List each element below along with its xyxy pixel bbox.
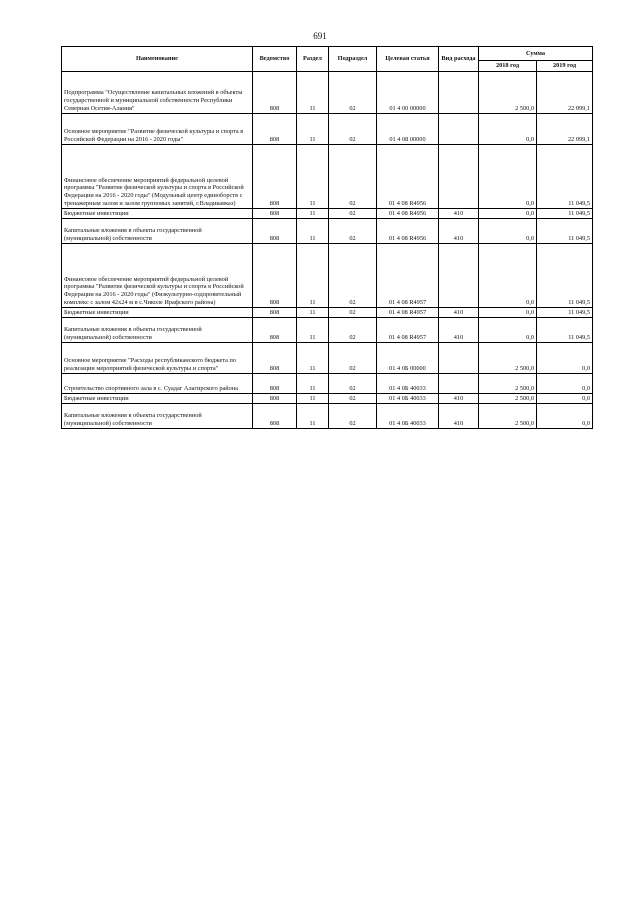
cell-target: 01 4 08 R4956 <box>377 209 439 219</box>
cell-exp-type: 410 <box>439 318 479 343</box>
cell-2018: 0,0 <box>479 145 537 209</box>
cell-subsection: 02 <box>329 343 377 374</box>
cell-section: 11 <box>297 308 329 318</box>
cell-section: 11 <box>297 343 329 374</box>
cell-dept: 808 <box>253 343 297 374</box>
budget-table <box>61 46 593 429</box>
cell-dept: 808 <box>253 374 297 394</box>
cell-name: Бюджетные инвестиции <box>62 308 253 318</box>
cell-target: 01 4 0Б 40033 <box>377 404 439 429</box>
cell-name: Капитальные вложения в объекты государственной (муниципальной) собственности <box>62 219 253 244</box>
cell-subsection: 02 <box>329 219 377 244</box>
cell-target: 01 4 08 R4957 <box>377 318 439 343</box>
table-row <box>62 72 593 114</box>
cell-subsection: 02 <box>329 244 377 308</box>
cell-target: 01 4 08 R4957 <box>377 308 439 318</box>
cell-2019: 22 099,1 <box>537 114 593 145</box>
cell-section: 11 <box>297 374 329 394</box>
cell-2018: 0,0 <box>479 308 537 318</box>
cell-dept: 808 <box>253 72 297 114</box>
table-row <box>62 374 593 394</box>
cell-subsection: 02 <box>329 308 377 318</box>
cell-target: 01 4 00 00000 <box>377 72 439 114</box>
cell-2019: 11 049,5 <box>537 145 593 209</box>
table-row <box>62 394 593 404</box>
table-row <box>62 318 593 343</box>
cell-2019: 11 049,5 <box>537 219 593 244</box>
cell-dept: 808 <box>253 114 297 145</box>
table-row <box>62 114 593 145</box>
cell-section: 11 <box>297 219 329 244</box>
cell-2018: 0,0 <box>479 209 537 219</box>
cell-subsection: 02 <box>329 318 377 343</box>
cell-subsection: 02 <box>329 209 377 219</box>
cell-target: 01 4 0Б 00000 <box>377 343 439 374</box>
cell-exp-type <box>439 114 479 145</box>
cell-section: 11 <box>297 404 329 429</box>
cell-exp-type: 410 <box>439 308 479 318</box>
col-sum-header: Сумма <box>479 47 593 61</box>
col-exp-type-header: Вид расхода <box>439 47 479 72</box>
cell-section: 11 <box>297 72 329 114</box>
table-row <box>62 404 593 429</box>
cell-2018: 2 500,0 <box>479 394 537 404</box>
cell-section: 11 <box>297 145 329 209</box>
cell-name: Подпрограмма "Осуществление капитальных вложений в объекты государственной и муниципальной собственности Республики Северная Осетия-Алания" <box>62 72 253 114</box>
cell-name: Основное мероприятие "Развитие физической культуры и спорта в Российской Федерации на 2016 - 2020 годы" <box>62 114 253 145</box>
col-2019-header: 2019 год <box>537 61 593 72</box>
col-target-header: Целевая статья <box>377 47 439 72</box>
col-subsection-header: Подраздел <box>329 47 377 72</box>
cell-target: 01 4 0Б 40033 <box>377 374 439 394</box>
header-row-1 <box>62 47 593 61</box>
col-section-header: Раздел <box>297 47 329 72</box>
cell-name: Финансовое обеспечение мероприятий федеральной целевой программы "Развитие физической культуры и спорта в Российской Федерации на 2016 - 2020 годы" (Физкультурно-оздоровительный комплекс с залом 42х24 м в с.Чиколе Ирафского района) <box>62 244 253 308</box>
cell-exp-type <box>439 72 479 114</box>
cell-section: 11 <box>297 318 329 343</box>
cell-dept: 808 <box>253 318 297 343</box>
col-2018-header: 2018 год <box>479 61 537 72</box>
cell-subsection: 02 <box>329 374 377 394</box>
cell-name: Капитальные вложения в объекты государственной (муниципальной) собственности <box>62 404 253 429</box>
cell-2018: 0,0 <box>479 219 537 244</box>
cell-name: Основное мероприятие "Расходы республиканского бюджета по реализации мероприятий физической культуры и спорта" <box>62 343 253 374</box>
cell-2018: 2 500,0 <box>479 404 537 429</box>
cell-target: 01 4 0Б 40033 <box>377 394 439 404</box>
table-row <box>62 209 593 219</box>
cell-2019: 11 049,5 <box>537 244 593 308</box>
table-row <box>62 343 593 374</box>
cell-subsection: 02 <box>329 404 377 429</box>
cell-dept: 808 <box>253 308 297 318</box>
cell-exp-type <box>439 343 479 374</box>
cell-section: 11 <box>297 209 329 219</box>
cell-exp-type <box>439 374 479 394</box>
cell-subsection: 02 <box>329 72 377 114</box>
cell-2019: 0,0 <box>537 394 593 404</box>
cell-section: 11 <box>297 114 329 145</box>
cell-name: Строительство спортивного зала в с. Суадаг Алагирского района <box>62 374 253 394</box>
cell-2018: 0,0 <box>479 244 537 308</box>
cell-2018: 0,0 <box>479 318 537 343</box>
cell-dept: 808 <box>253 244 297 308</box>
cell-dept: 808 <box>253 209 297 219</box>
cell-subsection: 02 <box>329 394 377 404</box>
cell-dept: 808 <box>253 404 297 429</box>
table-body <box>62 72 593 429</box>
cell-2019: 11 049,5 <box>537 308 593 318</box>
table-row <box>62 244 593 308</box>
cell-section: 11 <box>297 394 329 404</box>
cell-target: 01 4 08 00000 <box>377 114 439 145</box>
col-name-header: Наименование <box>62 47 253 72</box>
cell-target: 01 4 08 R4956 <box>377 145 439 209</box>
cell-dept: 808 <box>253 145 297 209</box>
cell-2019: 22 099,1 <box>537 72 593 114</box>
cell-2018: 2 500,0 <box>479 343 537 374</box>
cell-2018: 2 500,0 <box>479 374 537 394</box>
table-row <box>62 145 593 209</box>
table-row <box>62 308 593 318</box>
cell-2019: 0,0 <box>537 343 593 374</box>
cell-target: 01 4 08 R4957 <box>377 244 439 308</box>
cell-subsection: 02 <box>329 145 377 209</box>
table-row <box>62 219 593 244</box>
cell-name: Капитальные вложения в объекты государственной (муниципальной) собственности <box>62 318 253 343</box>
cell-name: Бюджетные инвестиции <box>62 209 253 219</box>
page-number: 691 <box>313 31 327 41</box>
cell-exp-type: 410 <box>439 209 479 219</box>
cell-section: 11 <box>297 244 329 308</box>
cell-2018: 0,0 <box>479 114 537 145</box>
cell-2019: 0,0 <box>537 404 593 429</box>
cell-exp-type: 410 <box>439 404 479 429</box>
cell-subsection: 02 <box>329 114 377 145</box>
cell-exp-type: 410 <box>439 394 479 404</box>
cell-dept: 808 <box>253 394 297 404</box>
cell-exp-type <box>439 145 479 209</box>
cell-2018: 2 500,0 <box>479 72 537 114</box>
cell-2019: 11 049,5 <box>537 318 593 343</box>
cell-exp-type <box>439 244 479 308</box>
cell-2019: 11 049,5 <box>537 209 593 219</box>
cell-target: 01 4 08 R4956 <box>377 219 439 244</box>
col-dept-header: Ведомство <box>253 47 297 72</box>
cell-2019: 0,0 <box>537 374 593 394</box>
cell-name: Бюджетные инвестиции <box>62 394 253 404</box>
cell-dept: 808 <box>253 219 297 244</box>
cell-name: Финансовое обеспечение мероприятий федеральной целевой программы "Развитие физической культуры и спорта в Российской Федерации на 2016 - 2020 годы" (Модульный центр единоборств с тренажерным залом и залом групповых занятий, г.Владикавказ) <box>62 145 253 209</box>
cell-exp-type: 410 <box>439 219 479 244</box>
